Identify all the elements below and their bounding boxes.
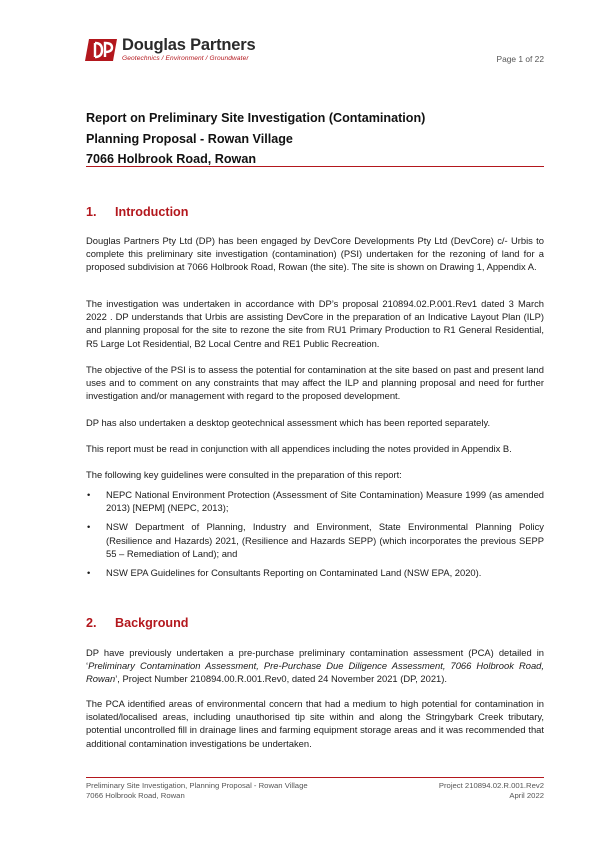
report-title [86,108,544,170]
title-line-1: Report on Preliminary Site Investigation (Contamination) [86,111,426,125]
guidelines-list [86,488,544,579]
section-1-paragraph-5: This report must be read in conjunction with all appendices including the notes provided in Appendix B. [86,443,512,454]
footer-left [86,781,308,800]
page-number: Page 1 of 22 [496,54,544,64]
section-1-paragraph-6: The following key guidelines were consulted in the preparation of this report: [86,469,402,480]
douglas-partners-logo-icon [85,37,119,63]
footer-site-address: 7066 Holbrook Road, Rowan [86,790,185,800]
list-item: • NSW EPA Guidelines for Consultants Reporting on Contaminated Land (NSW EPA, 2020). [86,566,544,579]
list-item: • NEPC National Environment Protection (Assessment of Site Contamination) Measure 1999 (as amended 2013) [NEPM] (NEPC, 2013); [86,488,544,514]
section-2-paragraph-1-text-b: ’, Project Number 210894.00.R.001.Rev0, dated 24 November 2021 (DP, 2021). [115,673,447,685]
section-1-paragraph-4: DP has also undertaken a desktop geotechnical assessment which has been reported separately. [86,417,491,428]
footer-report-title: Preliminary Site Investigation, Planning Proposal - Rowan Village [86,781,308,790]
list-item: • NSW Department of Planning, Industry and Environment, State Environmental Planning Policy (Resilience and Hazards) 2021, (Resilience and Hazards SEPP) (which incorporates the previous SEPP 55 – Remediation of Land); and [86,520,544,560]
section-1-paragraph-1: Douglas Partners Pty Ltd (DP) has been engaged by DevCore Developments Pty Ltd (DevCore) c/- Urbis to complete this preliminary site investigation (contamination) (PSI) undertaken for the rezoning of land for a proposed subdivision at 7066 Holbrook Road, Rowan (the site). The site is shown on Drawing 1, Appendix A. [86,235,544,273]
footer-divider [86,777,544,778]
title-line-2: Planning Proposal - Rowan Village [86,131,293,146]
footer-right [439,781,544,800]
section-2-paragraph-1 [86,646,544,686]
section-2-heading [86,616,188,630]
section-2-title: Background [115,616,189,630]
section-1-title: Introduction [115,205,189,219]
section-2-number: 2. [86,616,97,630]
section-2-paragraph-2: The PCA identified areas of environmental concern that had a medium to high potential for contamination in isolated/localised areas, including unauthorised tip site within and along the Stringybark Creek tributary, potential uncontrolled fill in drainage lines and farming equipment storage areas and it was recommended that additional contamination investigations be undertaken. [86,698,544,749]
footer-date: April 2022 [509,790,544,800]
footer-project-number: Project 210894.02.R.001.Rev2 [438,781,544,790]
company-logo [85,37,255,67]
section-1-paragraph-2: The investigation was undertaken in accordance with DP’s proposal 210894.02.P.001.Rev1 dated 3 March 2022 . DP understands that Urbis are assisting DevCore in the preparation of an Indicative Layout Plan (ILP) and planning proposal for the site to rezone the site from RU1 Primary Production to R1 General Residential, R5 Large Lot Residential, B2 Local Centre and RE1 Public Recreation. [86,298,544,349]
referenced-report-title: Preliminary Contamination Assessment, Pre-Purchase Due Diligence Assessment, 7066 Holbrook Road, Rowan [86,660,544,685]
section-1-heading [86,205,188,219]
title-line-3: 7066 Holbrook Road, Rowan [86,152,257,166]
title-divider [86,166,544,167]
section-1-paragraph-3: The objective of the PSI is to assess the potential for contamination at the site based on past and present land uses and to comment on any constraints that may affect the ILP and planning proposal and need for further investigation and/or management with regard to the proposed development. [86,364,544,402]
section-2-paragraph-1-text-a: DP have previously undertaken a pre-purchase preliminary contamination assessment (PCA) detailed in ‘ [86,647,544,672]
company-name: Douglas Partners [122,36,256,54]
company-tagline: Geotechnics / Environment / Groundwater [122,55,249,62]
section-1-number: 1. [86,205,97,219]
